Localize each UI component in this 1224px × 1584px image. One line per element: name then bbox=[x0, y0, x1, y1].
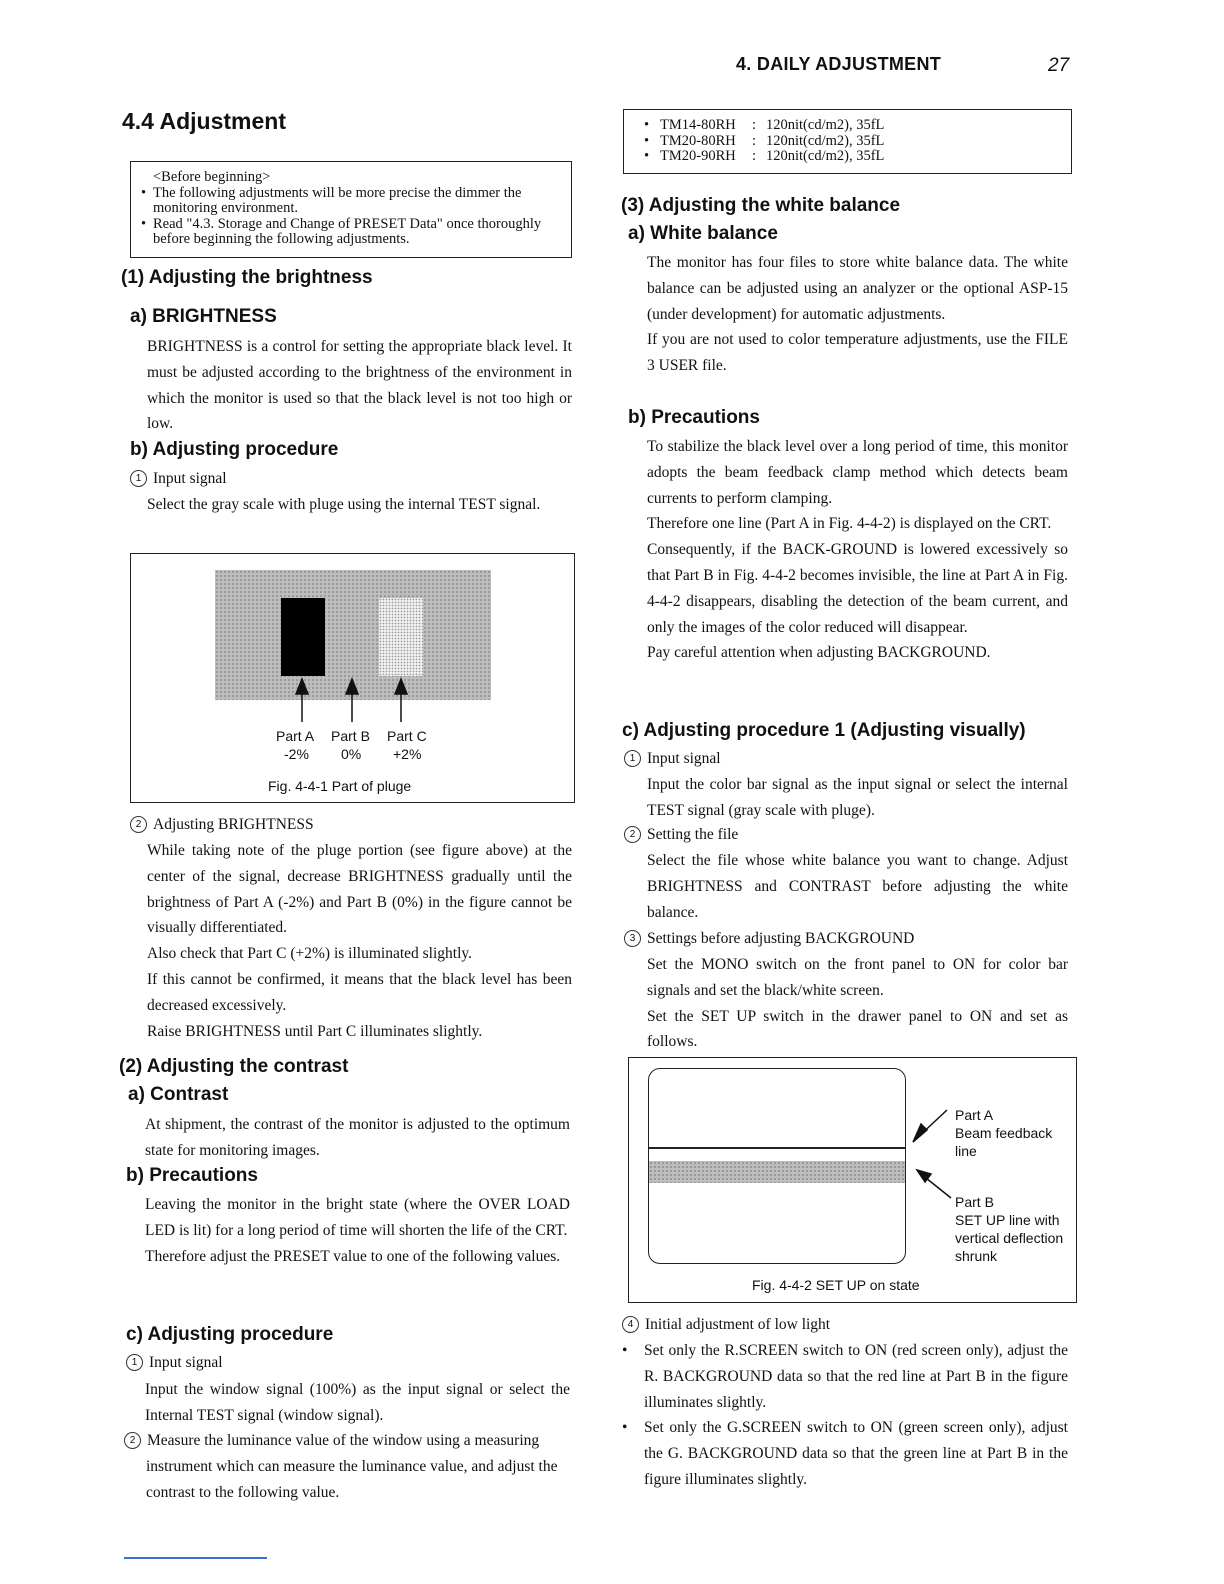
heading-brightness: a) BRIGHTNESS bbox=[130, 306, 277, 327]
page-number: 27 bbox=[1048, 55, 1070, 76]
brightness-text: BRIGHTNESS is a control for setting the appropriate black level. It must be adjusted according to the brightness of the environment in which the monitor is used so that the black level is not too high or low. bbox=[147, 338, 572, 433]
precautions-contrast-text: Leaving the monitor in the bright state (where the OVER LOAD LED is lit) for a long period of time will shorten the life of the CRT. Therefore adjust the PRESET value to one of the following values. bbox=[145, 1196, 570, 1265]
heading-white-balance: a) White balance bbox=[628, 223, 778, 244]
luminance-values-box bbox=[623, 109, 1072, 174]
heading-adjusting-contrast: (2) Adjusting the contrast bbox=[119, 1056, 349, 1077]
heading-wb-procedure: c) Adjusting procedure 1 (Adjusting visually) bbox=[622, 720, 1026, 741]
list-item: • Set only the G.SCREEN switch to ON (green screen only), adjust the G. BACKGROUND data so that the green line at Part B in the figure illuminates slightly. bbox=[622, 1419, 1068, 1488]
running-header: 4. DAILY ADJUSTMENT bbox=[736, 54, 942, 74]
pluge-label-c: Part C bbox=[387, 728, 427, 744]
step-number: 2 bbox=[124, 1432, 141, 1449]
step-number: 3 bbox=[624, 930, 641, 947]
before-beginning-heading: <Before beginning> bbox=[153, 169, 271, 185]
precautions-wb-text: To stabilize the black level over a long period of time, this monitor adopts the beam feedback clamp method which detects beam currents to perform clamping. Therefore one line (Part A in Fig. 4-4-2) is displayed on the CRT. Consequently, if the BACK-GROUND is lowered excessively so that Part B in Fig. 4-4-2 becomes invisible, the line at Part A in Fig. 4-4-2 disappears, disabling the detection of the beam current, and only the images of the color reduced will disappear. Pay careful attention when adjusting BACKGROUND. bbox=[647, 438, 1068, 662]
wb-step4-title: 4 Initial adjustment of low light bbox=[622, 1312, 830, 1338]
step-number: 1 bbox=[130, 470, 147, 487]
before-item: • The following adjustments will be more precise the dimmer the monitoring environment. bbox=[141, 184, 522, 216]
step2-title: 2 Adjusting BRIGHTNESS bbox=[130, 812, 314, 838]
model-row: • TM20-80RH : 120nit(cd/m2), 35fL bbox=[644, 132, 885, 149]
before-item: • Read "4.3. Storage and Change of PRESET Data" once thoroughly before beginning the following adjustments. bbox=[141, 215, 542, 247]
figure-pluge bbox=[130, 553, 575, 803]
white-balance-text: The monitor has four files to store white balance data. The white balance can be adjusted using an analyzer or the optional ASP-15 (under development) for automatic adjustments. If you are not used to color temperature adjustments, use the FILE 3 USER file. bbox=[647, 254, 1068, 375]
wb-step3-title: 3 Settings before adjusting BACKGROUND bbox=[624, 926, 914, 952]
section-title: 4.4 Adjustment bbox=[122, 108, 287, 134]
wb-step2-title: 2 Setting the file bbox=[624, 822, 738, 848]
step-number: 4 bbox=[622, 1316, 639, 1333]
pluge-arrows bbox=[131, 554, 576, 804]
step2-text: While taking note of the pluge portion (see figure above) at the center of the signal, decrease BRIGHTNESS gradually until the brightness of Part A (-2%) and Part B (0%) in the figure cannot be visually differentiated. Also check that Part C (+2%) is illuminated slightly. If this cannot be confirmed, it means that the black level has been decreased excessively. Raise BRIGHTNESS until Part C illuminates slightly. bbox=[147, 842, 572, 1040]
model-row: • TM14-80RH : 120nit(cd/m2), 35fL bbox=[644, 117, 885, 133]
step-number: 1 bbox=[126, 1354, 143, 1371]
wb-step2-text: Select the file whose white balance you want to change. Adjust BRIGHTNESS and CONTRAST before adjusting the white balance. bbox=[647, 852, 1068, 921]
figure-caption: Fig. 4-4-2 SET UP on state bbox=[752, 1277, 920, 1293]
heading-adjusting-brightness: (1) Adjusting the brightness bbox=[121, 267, 373, 288]
contrast-text: At shipment, the contrast of the monitor is adjusted to the optimum state for monitoring images. bbox=[145, 1116, 570, 1159]
heading-precautions-wb: b) Precautions bbox=[628, 407, 760, 428]
heading-precautions-contrast: b) Precautions bbox=[126, 1165, 258, 1186]
pluge-value-a: -2% bbox=[284, 746, 309, 762]
contrast-step2: 2 Measure the luminance value of the window using a measuring instrument which can measure the luminance value, and adjust the contrast to the following value. bbox=[124, 1428, 570, 1505]
pluge-value-c: +2% bbox=[393, 746, 422, 762]
footnote-rule bbox=[124, 1557, 267, 1559]
wb-step3-text: Set the MONO switch on the front panel to ON for color bar signals and set the black/white screen. Set the SET UP switch in the drawer panel to ON and set as follows. bbox=[647, 956, 1068, 1051]
step-number: 1 bbox=[624, 750, 641, 767]
wb-step1-title: 1 Input signal bbox=[624, 746, 721, 772]
model-row: • TM20-90RH : 120nit(cd/m2), 35fL bbox=[644, 148, 885, 164]
heading-white-balance-section: (3) Adjusting the white balance bbox=[621, 195, 901, 216]
list-item: • Set only the R.SCREEN switch to ON (red screen only), adjust the R. BACKGROUND data so that the red line at Part B in the figure illuminates slightly. bbox=[622, 1342, 1068, 1411]
heading-adjusting-procedure: b) Adjusting procedure bbox=[130, 439, 339, 460]
pluge-value-b: 0% bbox=[341, 746, 362, 762]
contrast-step1-title: 1 Input signal bbox=[126, 1350, 223, 1376]
pluge-label-a: Part A bbox=[276, 728, 315, 744]
wb-step4-bullets bbox=[622, 1338, 1068, 1493]
step-number: 2 bbox=[130, 816, 147, 833]
step-number: 2 bbox=[624, 826, 641, 843]
figure-caption: Fig. 4-4-1 Part of pluge bbox=[268, 778, 412, 794]
heading-contrast-procedure: c) Adjusting procedure bbox=[126, 1324, 334, 1345]
contrast-step1-text: Input the window signal (100%) as the input signal or select the Internal TEST signal (window signal). bbox=[145, 1381, 570, 1424]
before-beginning-box bbox=[130, 161, 572, 258]
figure-arrows bbox=[629, 1058, 1078, 1304]
part-a-label: Part A Beam feedback line bbox=[955, 1107, 1053, 1159]
step1-title: 1 Input signal bbox=[130, 466, 227, 492]
pluge-label-b: Part B bbox=[331, 728, 370, 744]
wb-step1-text: Input the color bar signal as the input signal or select the internal TEST signal (gray scale with pluge). bbox=[647, 776, 1068, 819]
step1-text: Select the gray scale with pluge using the internal TEST signal. bbox=[147, 496, 541, 513]
heading-contrast: a) Contrast bbox=[128, 1084, 229, 1105]
figure-setup-state bbox=[628, 1057, 1077, 1303]
part-b-label: Part B SET UP line with vertical deflection shrunk bbox=[955, 1194, 1064, 1264]
